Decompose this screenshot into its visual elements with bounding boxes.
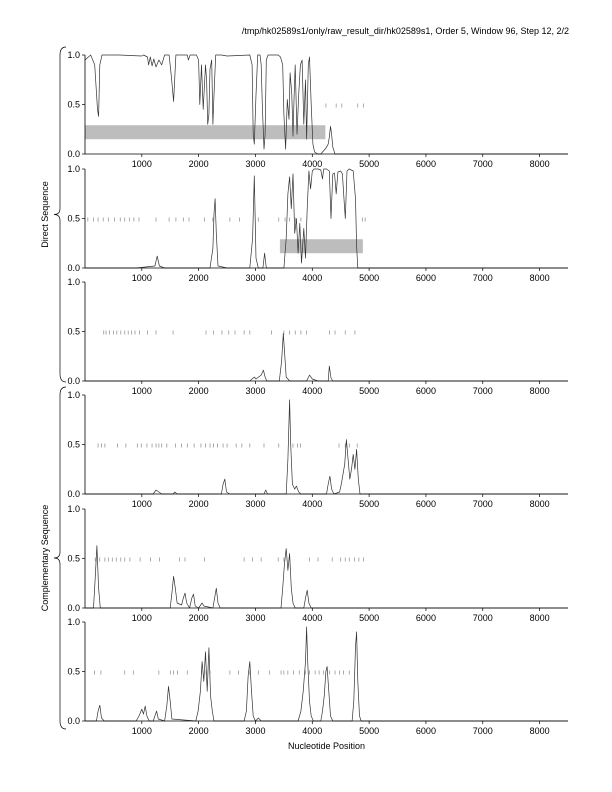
x-tick-label-2-5: 5000 (359, 273, 380, 283)
strand-label-1: Direct Sequence (40, 181, 50, 248)
y-tick-label-2-2: 0.5 (67, 213, 80, 224)
x-tick-label-4-1: 1000 (131, 499, 152, 509)
x-tick-label-1-3: 3000 (245, 159, 266, 169)
y-tick-label-3-1: 0.0 (67, 376, 80, 386)
y-tick-label-3-3: 1.0 (67, 277, 80, 287)
x-tick-label-2-6: 6000 (415, 273, 436, 283)
series-line-5 (85, 546, 568, 608)
x-tick-label-1-4: 4000 (302, 159, 323, 169)
x-tick-label-4-6: 6000 (415, 499, 436, 509)
x-tick-label-5-3: 3000 (245, 613, 266, 623)
x-tick-label-1-5: 5000 (359, 159, 380, 169)
y-tick-label-4-2: 0.5 (67, 439, 80, 450)
x-tick-label-3-6: 6000 (415, 386, 436, 396)
x-tick-label-4-5: 5000 (359, 499, 380, 509)
x-tick-label-1-6: 6000 (415, 159, 436, 169)
x-tick-label-3-4: 4000 (302, 386, 323, 396)
x-tick-label-6-7: 7000 (472, 726, 493, 736)
x-tick-label-5-5: 5000 (359, 613, 380, 623)
x-tick-label-3-5: 5000 (359, 386, 380, 396)
x-tick-label-5-8: 8000 (529, 613, 550, 623)
y-tick-label-6-1: 0.0 (67, 716, 80, 726)
panel-5 (67, 504, 568, 623)
x-tick-label-4-8: 8000 (529, 499, 550, 509)
y-tick-label-6-3: 1.0 (67, 617, 80, 627)
x-tick-label-5-6: 6000 (415, 613, 436, 623)
gene-bar-2-1 (280, 239, 363, 253)
x-tick-label-4-4: 4000 (302, 499, 323, 509)
panel-3 (67, 277, 568, 396)
y-tick-label-1-3: 1.0 (67, 50, 80, 60)
panel-4 (67, 390, 568, 509)
strand-bracket-2 (54, 387, 66, 729)
x-tick-label-3-1: 1000 (131, 386, 152, 396)
y-tick-label-6-2: 0.5 (67, 666, 80, 677)
y-tick-label-4-3: 1.0 (67, 390, 80, 400)
x-tick-label-3-8: 8000 (529, 386, 550, 396)
x-tick-label-6-3: 3000 (245, 726, 266, 736)
y-tick-label-5-2: 0.5 (67, 553, 80, 564)
x-tick-label-6-1: 1000 (131, 726, 152, 736)
series-line-3 (85, 334, 568, 382)
x-tick-label-6-5: 5000 (359, 726, 380, 736)
strand-label-2: Complementary Sequence (40, 504, 50, 612)
x-tick-label-4-2: 2000 (188, 499, 209, 509)
x-tick-label-2-2: 2000 (188, 273, 209, 283)
panel-6 (67, 617, 568, 736)
strand-brackets (40, 47, 66, 729)
x-tick-label-2-3: 3000 (245, 273, 266, 283)
panel-1 (67, 50, 568, 169)
y-tick-label-1-1: 0.0 (67, 149, 80, 159)
panel-2 (67, 164, 568, 283)
x-tick-label-3-2: 2000 (188, 386, 209, 396)
x-tick-label-3-3: 3000 (245, 386, 266, 396)
x-tick-label-5-7: 7000 (472, 613, 493, 623)
chart-header-title: /tmp/hk02589s1/only/raw_result_dir/hk02589s1, Order 5, Window 96, Step 12, 2/2 (241, 26, 569, 36)
x-tick-label-2-4: 4000 (302, 273, 323, 283)
x-tick-label-6-2: 2000 (188, 726, 209, 736)
y-tick-label-2-3: 1.0 (67, 164, 80, 174)
x-tick-label-2-1: 1000 (131, 273, 152, 283)
y-tick-label-4-1: 0.0 (67, 489, 80, 499)
x-tick-label-1-2: 2000 (188, 159, 209, 169)
x-tick-label-3-7: 7000 (472, 386, 493, 396)
x-tick-label-4-3: 3000 (245, 499, 266, 509)
y-tick-label-3-2: 0.5 (67, 326, 80, 337)
x-tick-label-6-6: 6000 (415, 726, 436, 736)
x-tick-label-1-8: 8000 (529, 159, 550, 169)
series-line-4 (85, 400, 568, 494)
chart-panels (67, 50, 568, 736)
x-tick-label-6-4: 4000 (302, 726, 323, 736)
gene-bar-1-1 (85, 125, 325, 139)
x-tick-label-5-2: 2000 (188, 613, 209, 623)
x-tick-label-5-1: 1000 (131, 613, 152, 623)
x-tick-label-4-7: 7000 (472, 499, 493, 509)
x-tick-label-2-8: 8000 (529, 273, 550, 283)
y-tick-label-1-2: 0.5 (67, 99, 80, 110)
series-line-6 (85, 627, 568, 721)
x-tick-label-6-8: 8000 (529, 726, 550, 736)
strand-bracket-1 (54, 47, 66, 382)
x-tick-label-5-4: 4000 (302, 613, 323, 623)
x-tick-label-2-7: 7000 (472, 273, 493, 283)
y-tick-label-5-1: 0.0 (67, 603, 80, 613)
x-tick-label-1-7: 7000 (472, 159, 493, 169)
x-tick-label-1-1: 1000 (131, 159, 152, 169)
y-tick-label-2-1: 0.0 (67, 263, 80, 273)
x-axis-title: Nucleotide Position (287, 741, 366, 751)
y-tick-label-5-3: 1.0 (67, 504, 80, 514)
